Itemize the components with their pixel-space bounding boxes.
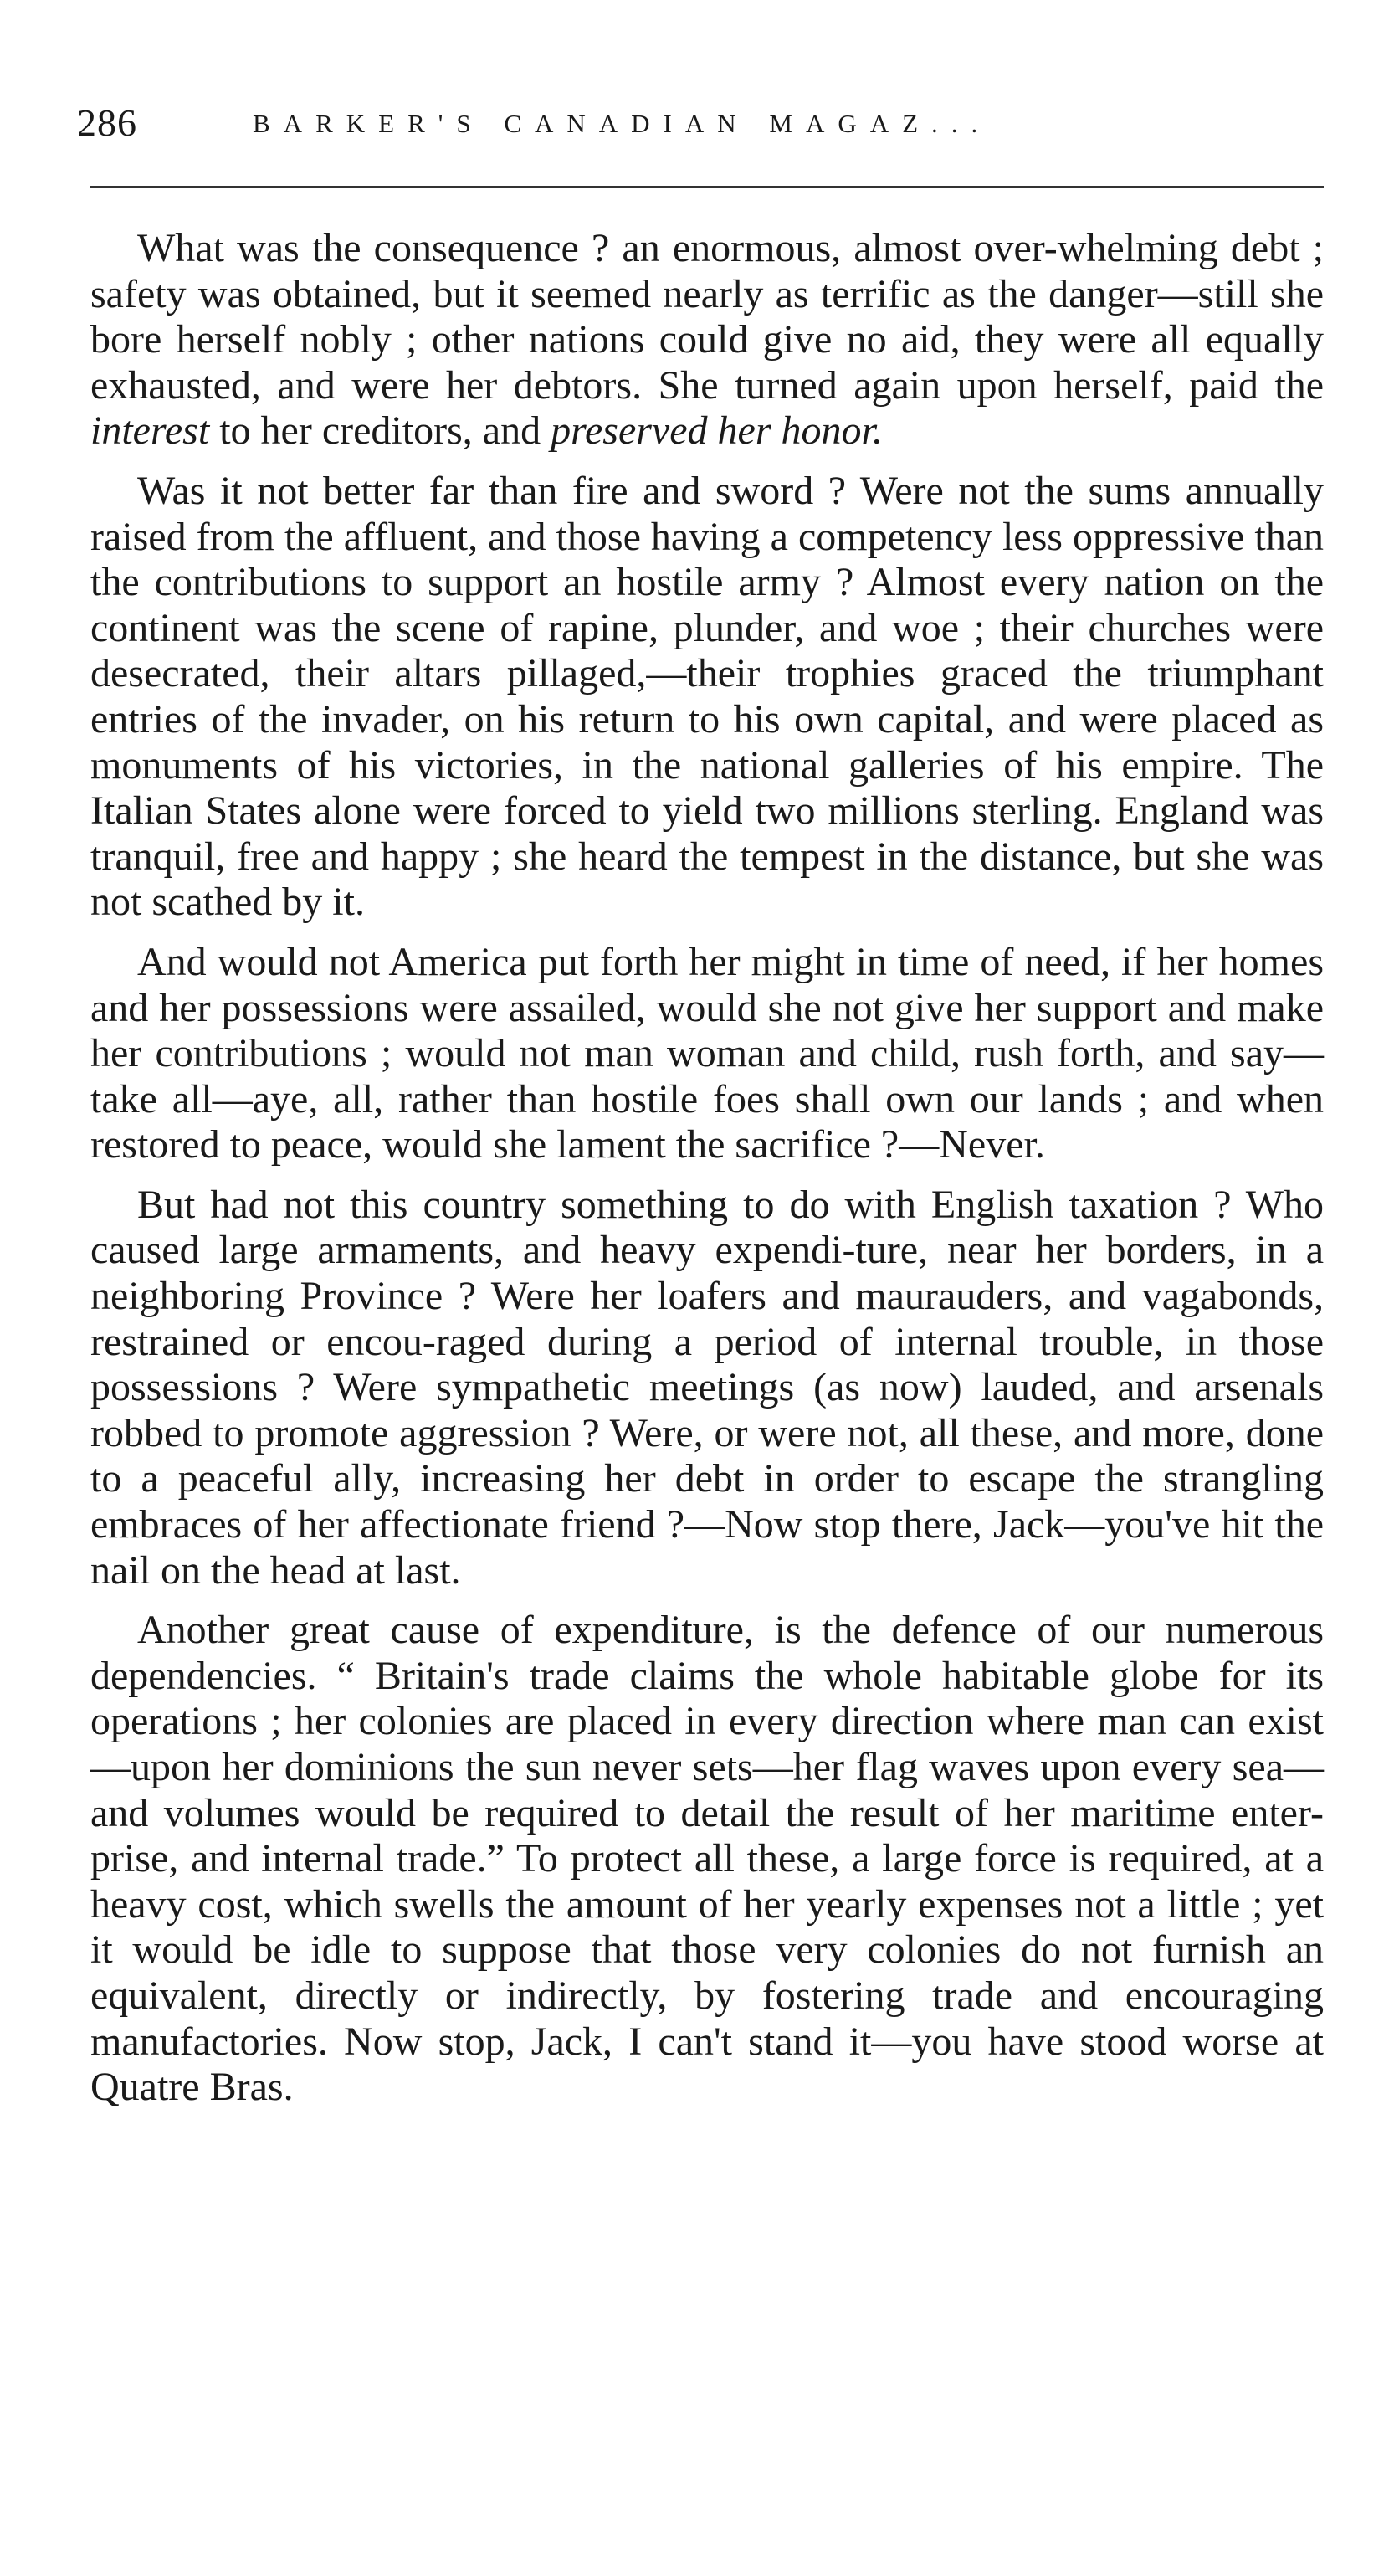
italic-preserved-honor: preserved her honor. — [551, 408, 883, 454]
header-rule — [90, 186, 1324, 188]
paragraph-2: Was it not better far than fire and sword ? Were not the sums annually raised from the affluent, and those having a competency less oppressive than the contributions to support an hostile army ? Almost every nation on the continent was the scene of rapine, plunder, and woe ; their churches were desecrated, their altars pillaged,—their trophies graced the triumphant entries of the invader, on his return to his own capital, and were placed as monuments of his victories, in the national galleries of his empire. The Italian States alone were forced to yield two millions sterling. England was tranquil, free and happy ; she heard the tempest in the distance, but she was not scathed by it. — [90, 468, 1324, 925]
paragraph-3: And would not America put forth her might in time of need, if her homes and her possessions were assailed, would she not give her support and make her contributions ; would not man woman and child, rush forth, and say—take all—aye, all, rather than hostile foes shall own our lands ; and when restored to peace, would she lament the sacrifice ?—Never. — [90, 939, 1324, 1167]
page-header — [77, 94, 1315, 152]
italic-interest: interest — [90, 408, 210, 454]
page-number: 286 — [77, 101, 137, 144]
paragraph-5: Another great cause of expenditure, is the defence of our numerous dependencies. “ Britain's trade claims the whole habitable globe for its operations ; her colonies are placed in every direction where man can exist—upon her dominions the sun never sets—her flag waves upon every sea—and volumes would be required to detail the result of her maritime enter-prise, and internal trade.” To protect all these, a large force is required, at a heavy cost, which swells the amount of her yearly expenses not a little ; yet it would be idle to suppose that those very colonies do not furnish an equivalent, directly or indirectly, by fostering trade and encouraging manufactories. Now stop, Jack, I can't stand it—you have stood worse at Quatre Bras. — [90, 1608, 1324, 2110]
paragraph-4: But had not this country something to do with English taxation ? Who caused large armaments, and heavy expendi-ture, near her borders, in a neighboring Province ? Were her loafers and maurauders, and vagabonds, restrained or encou-raged during a period of internal trouble, in those possessions ? Were sympathetic meetings (as now) lauded, and arsenals robbed to promote aggression ? Were, or were not, all these, and more, done to a peaceful ally, increasing her debt in order to escape the strangling embraces of her affectionate friend ?—Now stop there, Jack—you've hit the nail on the head at last. — [90, 1182, 1324, 1593]
body-text — [90, 226, 1324, 2125]
running-title: BARKER'S CANADIAN MAGAZ... — [253, 109, 992, 138]
paragraph-1: What was the consequence ? an enormous, almost over-whelming debt ; safety was obtained, but it seemed nearly as terrific as the danger—still she bore herself nobly ; other nations could give no aid, they were all equally exhausted, and were her debtors. She turned again upon herself, paid the interest to her creditors, and preserved her honor. — [90, 226, 1324, 454]
